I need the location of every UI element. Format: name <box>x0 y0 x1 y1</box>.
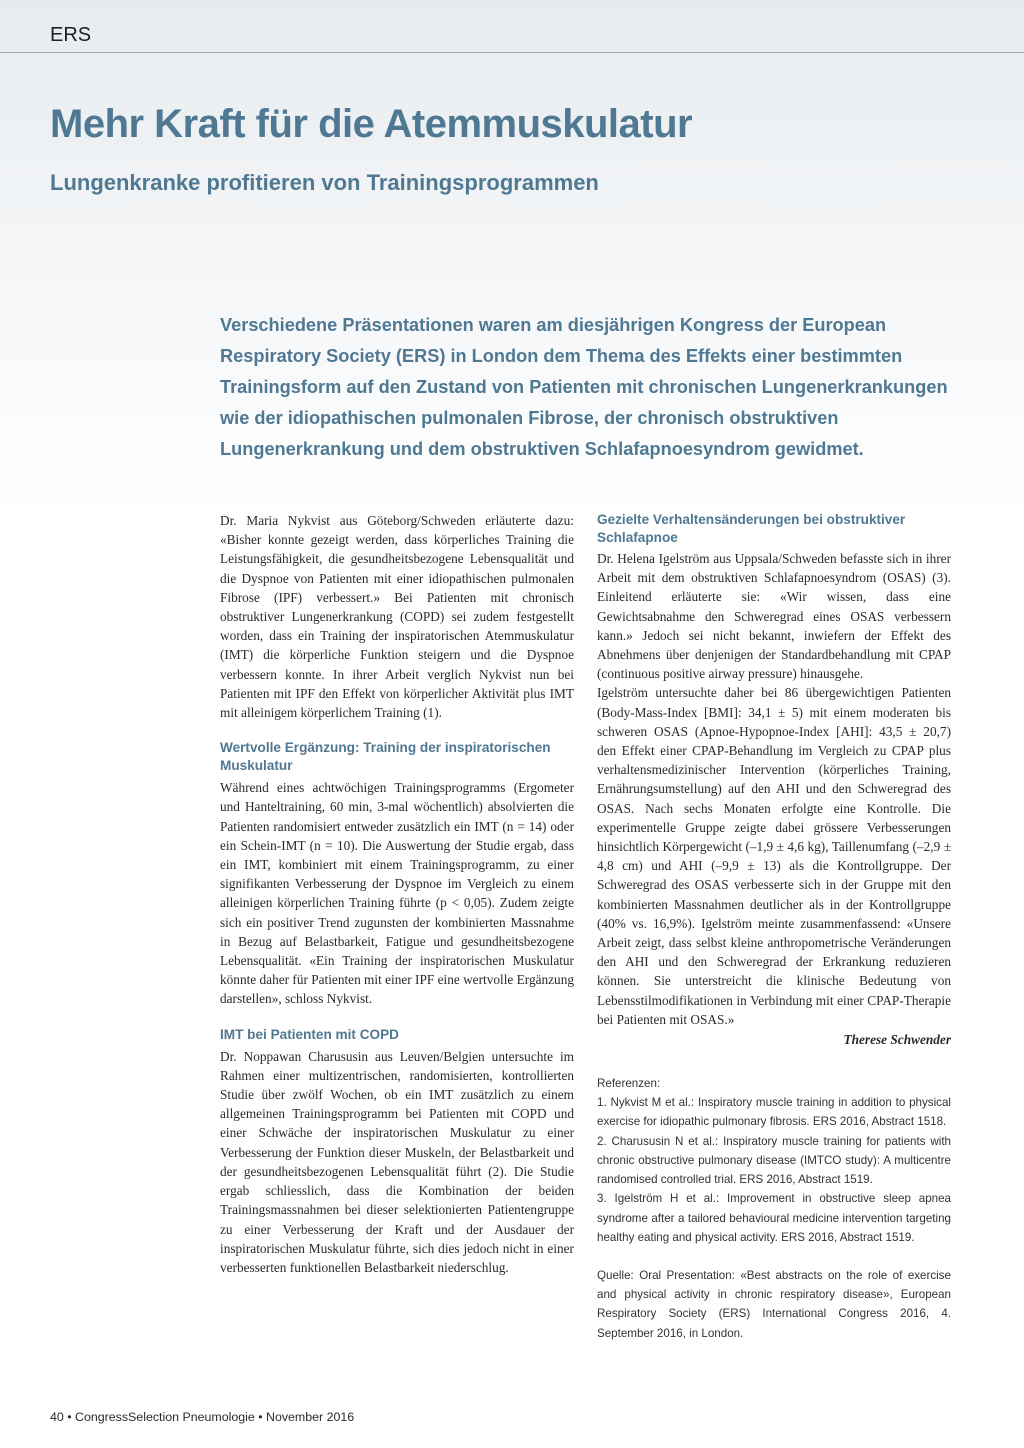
page-footer: 40 • CongressSelection Pneumologie • November 2016 <box>50 1410 355 1424</box>
section-heading-1: Wertvolle Ergänzung: Training der inspiratorischen Muskulatur <box>220 740 551 774</box>
section-body-1: Während eines achtwöchigen Trainingsprogramms (Ergometer und Hanteltraining, 60 min, 3-mal wöchentlich) absolvierten die Patienten randomisiert entweder zusätzlich ein IMT (n = 14) oder ein Schein-IMT (n = 10). Die Auswertung der Studie ergab, dass ein IMT, kombiniert mit einem Trainingsprogramm, zu einer signifikanten Verbesserung der Dyspnoe im Vergleich zu einem alleinigen körperlichen Training führte (p < 0,05). Zudem zeigte sich ein positiver Trend zugunsten der kombinierten Massnahme in Bezug auf Belastbarkeit, Fatigue und gesundheitsbezogene Lebensqualität. «Ein Training der inspiratorischen Muskulatur könnte daher für Patienten mit einer IPF eine wertvolle Ergänzung darstellen», schloss Nykvist. <box>220 780 574 1007</box>
reference-item-2: 2. Charususin N et al.: Inspiratory muscle training for patients with chronic obstructive pulmonary disease (IMTCO study): A multicentre randomised controlled trial. ERS 2016, Abstract 1519. <box>597 1134 951 1187</box>
intro-paragraph: Dr. Maria Nykvist aus Göteborg/Schweden erläuterte dazu: «Bisher konnte gezeigt werden, dass körperliches Training die Leistungsfähigkeit, die gesundheitsbezogene Lebensqualität und die Dyspnoe von Patienten mit einer idiopathischen pulmonalen Fibrose (IPF) verbessert.» Bei Patienten mit chronisch obstruktiver Lungenerkrankung (COPD) sei zudem festgestellt worden, dass ein Training der inspiratorischen Atemmuskulatur (IMT) die körperliche Funktion steigern und die Dyspnoe verbessern konnte. In ihrer Arbeit verglich Nykvist nun bei Patienten mit IPF den Effekt von körperlicher Aktivität plus IMT mit alleinigem körperlichem Training (1). <box>220 513 574 721</box>
section-heading-2: IMT bei Patienten mit COPD <box>220 1026 400 1042</box>
section-body-3b: Igelström untersuchte daher bei 86 übergewichtigen Patienten (Body-Mass-Index [BMI]: 34,1 ± 5) mit einem moderaten bis schweren OSAS (Apnoe-Hypopnoe-Index [AHI]: 43,5 ± 20,7) den Effekt einer CPAP-Behandlung im Vergleich zu CPAP plus verhaltensmedizinischer Intervention (körperliches Training, Ernährungsumstellung) auf den AHI und den Schweregrad des OSAS. Nach sechs Monaten erfolgte eine Kontrolle. Die experimentelle Gruppe zeigte dabei grössere Verbesserungen hinsichtlich Körpergewicht (–1,9 ± 4,6 kg), Taillenumfang (–2,9 ± 4,8 cm) und AHI (–9,9 ± 13) als die Kontrollgruppe. Der Schweregrad des OSAS verbesserte sich in der Gruppe mit den kombinierten Massnahmen deutlicher als in der Kontrollgruppe (40% vs. 16,9%). Igelström meinte zusammenfassend: «Unsere Arbeit zeigt, dass selbst kleine anthropometrische Veränderungen den AHI und den Schweregrad der Erkrankung reduzieren können. Sie unterstreicht die klinische Bedeutung von Lebensstilmodifikationen in Verbindung mit einer CPAP-Therapie bei Patienten mit OSAS.» <box>597 685 951 1027</box>
references-title: Referenzen: <box>597 1077 661 1091</box>
left-column <box>220 511 574 1277</box>
reference-item-1: 1. Nykvist M et al.: Inspiratory muscle training in addition to physical exercise for idiopathic pulmonary fibrosis. ERS 2016, Abstract 1518. <box>597 1096 951 1129</box>
article-lead: Verschiedene Präsentationen waren am diesjährigen Kongress der European Respiratory Society (ERS) in London dem Thema des Effekts einer bestimmten Trainingsform auf den Zustand von Patienten mit chronischen Lungenerkrankungen wie der idiopathischen pulmonalen Fibrose, der chronisch obstruktiven Lungenerkrankung und dem obstruktiven Schlafapnoesyndrom gewidmet. <box>220 315 948 459</box>
article-title: Mehr Kraft für die Atemmuskulatur <box>50 102 693 146</box>
section-tag: ERS <box>50 24 92 46</box>
section-heading-3: Gezielte Verhaltensänderungen bei obstruktiver Schlafapnoe <box>597 512 906 545</box>
right-column <box>597 511 951 1343</box>
reference-item-3: 3. Igelström H et al.: Improvement in obstructive sleep apnea syndrome after a tailored behavioural medicine intervention targeting healthy eating and physical activity. ERS 2016, Abstract 1519. <box>597 1192 951 1244</box>
source-note: Quelle: Oral Presentation: «Best abstracts on the role of exercise and physical activity in chronic respiratory disease», European Respiratory Society (ERS) International Congress 2016, 4. September 2016, in London. <box>597 1268 951 1340</box>
section-body-3a: Dr. Helena Igelström aus Uppsala/Schweden befasste sich in ihrer Arbeit mit dem obstruktiven Schlafapnoesyndrom (OSAS) (3). Einleitend erläuterte sie: «Wir wissen, dass eine Gewichtsabnahme den Schweregrad eines OSAS verbessern kann.» Jedoch sei nicht bekannt, inwiefern der Effekt des Abnehmens über denjenigen der Standardbehandlung mit CPAP (continuous positive airway pressure) hinausgehe. <box>597 551 951 682</box>
section-body-2: Dr. Noppawan Charususin aus Leuven/Belgien untersuchte im Rahmen einer multizentrischen, randomisierten, kontrollierten Studie über zwölf Wochen, ob ein IMT zusätzlich zu einem allgemeinen Trainingsprogramm bei Patienten mit COPD und einer Schwäche der inspiratorischen Muskulatur zu einer Verbesserung der Funktion dieser Muskeln, der Belastbarkeit und der gesundheitsbezogenen Lebensqualität führt (2). Die Studie ergab schliesslich, dass die Kombination der beiden Trainingsmassnahmen bei dieser selektionierten Patientengruppe zu einer Verbesserung der Kraft und der Ausdauer der inspiratorischen Muskulatur führte, sich dies jedoch nicht in einer verbesserten funktionellen Belastbarkeit niederschlug. <box>220 1048 574 1275</box>
header-rule <box>0 52 1024 53</box>
article-subtitle: Lungenkranke profitieren von Trainingsprogrammen <box>50 170 599 195</box>
author-signature: Therese Schwender <box>843 1032 951 1048</box>
